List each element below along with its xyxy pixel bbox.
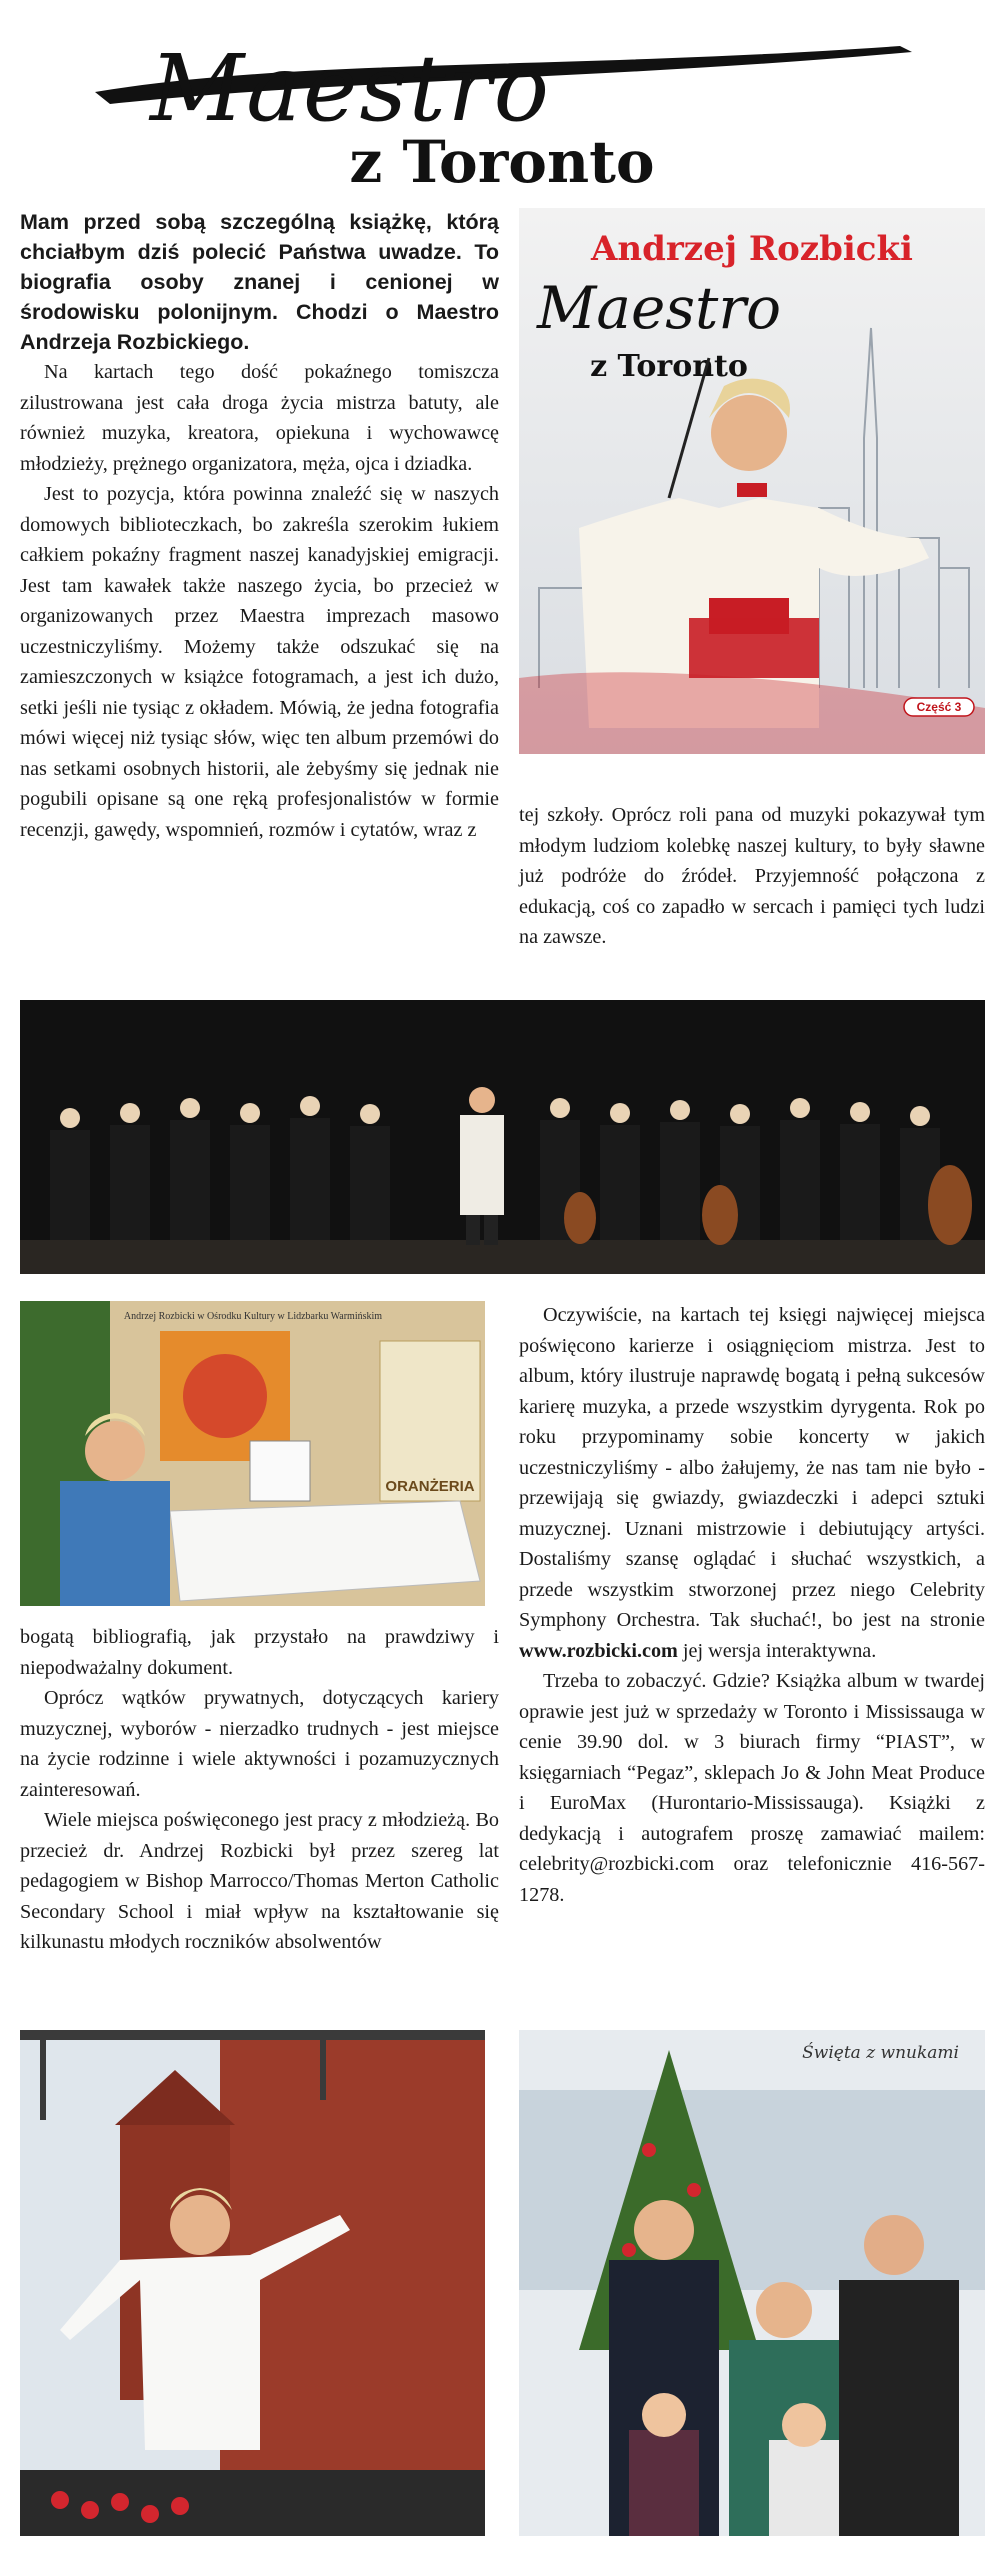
article-paragraph-1: Na kartach tego dość pokaźnego tomiszcza zilustrowana jest cała droga życia mistrza batuty, ale również muzyka, kreatora, opiekuna i wychowawcę młodzieży, prężnego organizatora, męża, ojca i dziadka. xyxy=(20,361,499,475)
cover-author: Andrzej Rozbicki xyxy=(591,229,913,269)
piano-sign-text: ORANŻERIA xyxy=(385,1478,475,1495)
masthead xyxy=(0,0,1004,200)
cover-badge: Część 3 xyxy=(916,700,962,714)
website-link[interactable]: www.rozbicki.com xyxy=(519,1639,678,1662)
article-lead: Mam przed sobą szczególną książkę, którą chciałbym dziś polecić Państwa uwadze. To biografia osoby znanej i cenionej w środowisku polonijnym. Chodzi o Maestro Andrzeja Rozbickiego. xyxy=(20,210,499,354)
cover-subtitle: z Toronto xyxy=(590,349,748,384)
family-christmas-photo xyxy=(519,2030,985,2536)
article-paragraph-3: Oprócz wątków prywatnych, dotyczących kariery muzycznej, wyborów - nierzadko trudnych - jest miejsce na życie rodzinne i wiele aktywności i pozamuzycznych zainteresowań. xyxy=(20,1687,499,1801)
cover-title: Maestro xyxy=(536,274,782,342)
article-paragraph-6: Trzeba to zobaczyć. Gdzie? Książka album w twardej oprawie jest już w sprzedaży w Toronto i Mississauga w cenie 39.90 dol. w 3 biurach firmy “PIAST”, w księgarniach “Pegaz”, sklepach Jo & John Meat Produce i EuroMax (Hurontario-Mississauga). Książki z dedykacją i autografem proszę zamawiać mailem: celebrity@rozbicki.com oraz telefonicznie 416-567-1278. xyxy=(519,1670,985,1906)
piano-photo-caption: Andrzej Rozbicki w Ośrodku Kultury w Lidzbarku Warmińskim xyxy=(123,1311,383,1322)
article-paragraph-5-end: jej wersja interaktywna. xyxy=(677,1639,877,1662)
sheet-music xyxy=(250,1441,310,1501)
article-paragraph-2: Jest to pozycja, która powinna znaleźć się w naszych domowych biblioteczkach, bo zakreśla szerokim łukiem całkiem pokaźny fragment naszej kanadyjskiej emigracji. Jest tam kawałek także naszego życia, bo przecież w organizowanych przez Maestra imprezach masowo uczestniczyliśmy. Możemy także odszukać się na zamieszczonych w książce fotogramach, a jest ich dużo, setki jeśli nie tysiąc z okładem. Mówią, że jedna fotografia mówi więcej niż tysiąc słów, więc ten album przemówi do nas setkami osobnych historii, ale żebyśmy się jednak nie pogubili opisane są one ręką profesjonalistów w formie recenzji, gawędy, wspomnień, rozmów i cytatów, wraz z xyxy=(20,483,499,841)
column-right-middle xyxy=(519,1300,985,1910)
column-right-top xyxy=(519,800,985,953)
article-paragraph-2-continued: bogatą bibliografią, jak przystało na prawdziwy i niepodważalny dokument. xyxy=(20,1626,499,1679)
castle-concert-photo xyxy=(20,2030,485,2536)
piano-photo xyxy=(20,1301,485,1606)
column-left-middle xyxy=(20,1622,499,1958)
masthead-title: Maestro xyxy=(150,35,552,142)
article-paragraph-5 xyxy=(519,1300,985,1666)
article-paragraph-5-text: Oczywiście, na kartach tej księgi najwięcej miejsca poświęcono karierze i osiągnięciom mistrza. Jest to album, który ilustruje naprawdę bogatą i pełną sukcesów karierę muzyka, a przede wszystkim dyrygenta. Rok po roku przypominamy sobie koncerty w jakich uczestniczyliśmy - albo żałujemy, że nas tam nie było - przewijają się gwiazdy, gwiazdeczki i adepci sztuki muzycznej. Uznani mistrzowie i debiutujący artyści. Dostaliśmy szansę oglądać i słuchać wszystkich, a przede wszystkim stworzonej przez niego Celebrity Symphony Orchestra. Tak słuchać!, bo jest na stronie xyxy=(519,1304,985,1631)
article-paragraph-4-continued: tej szkoły. Oprócz roli pana od muzyki pokazywał tym młodym ludziom kolebkę naszej kultury, to były sławne już podróże do źródeł. Przyjemność połączona z edukacją, coś co zapadło w sercach i pamięci tych ludzi na zawsze. xyxy=(519,804,985,948)
book-cover-image xyxy=(519,208,985,754)
masthead-subtitle: z Toronto xyxy=(349,128,655,196)
column-left-top xyxy=(20,207,499,845)
orchestra-photo xyxy=(20,1000,985,1274)
article-paragraph-4: Wiele miejsca poświęconego jest pracy z młodzieżą. Bo przecież dr. Andrzej Rozbicki był przez szereg lat pedagogiem w Bishop Marrocco/Thomas Merton Catholic Secondary School i miał wpływ na kształtowanie się kilkunastu młodych roczników absolwentów xyxy=(20,1809,499,1953)
banner-sign xyxy=(380,1341,480,1501)
family-photo-caption: Święta z wnukami xyxy=(802,2043,959,2063)
